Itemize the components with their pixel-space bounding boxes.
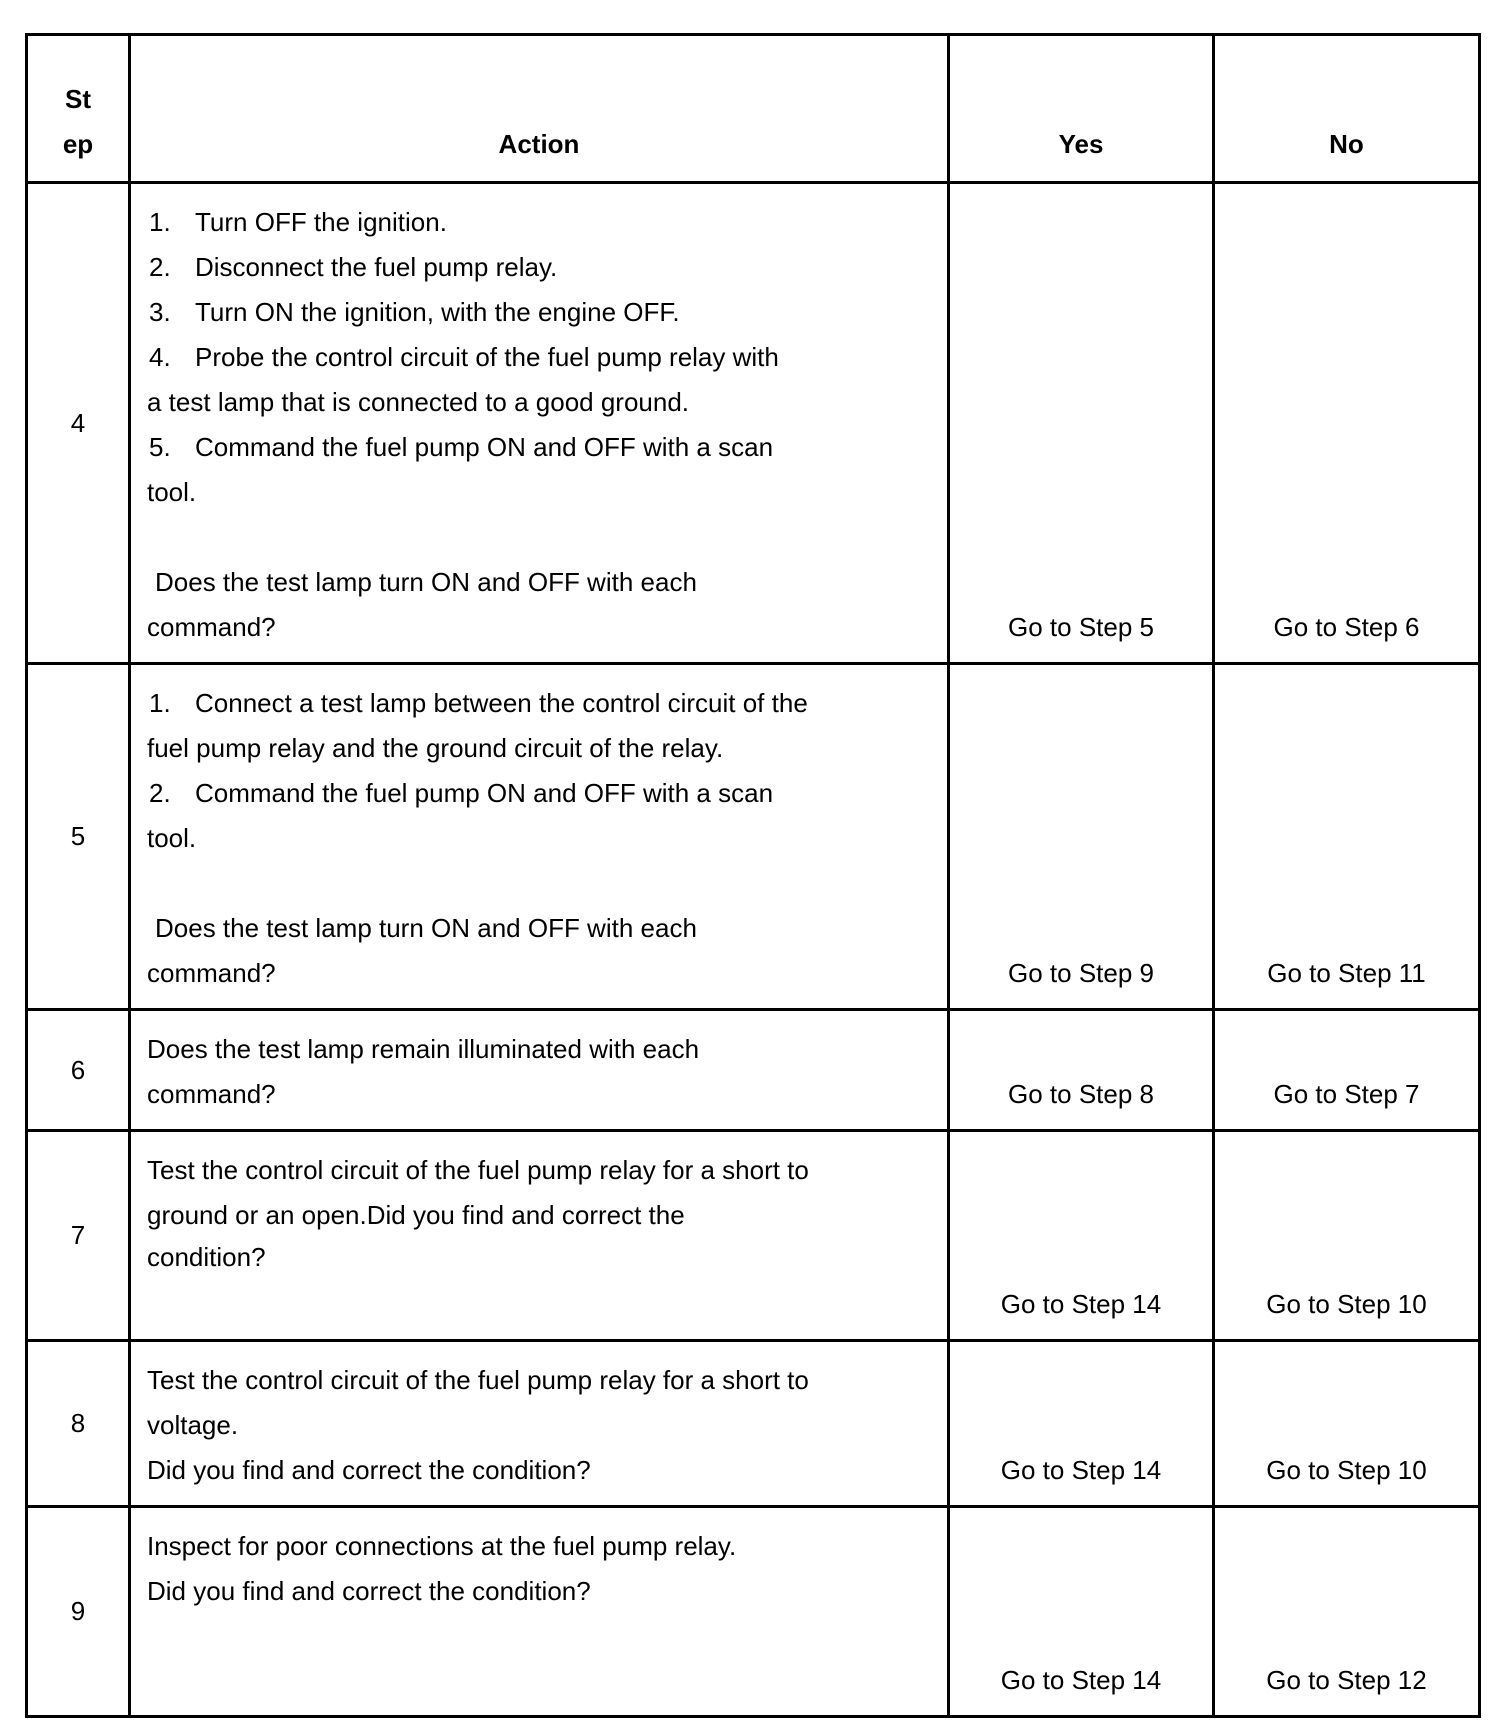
action-line: Did you find and correct the condition?: [147, 1576, 591, 1606]
action-line: Does the test lamp remain illuminated with each: [147, 1034, 700, 1064]
action-cell: [130, 664, 949, 1010]
action-cell: [130, 1131, 949, 1341]
yes-result: Go to Step 14: [949, 1131, 1214, 1341]
step-number: 7: [27, 1131, 130, 1341]
question-text: command?: [147, 958, 276, 988]
action-line: Did you find and correct the condition?: [147, 1455, 591, 1485]
list-item: 4. Probe the control circuit of the fuel pump relay with: [149, 342, 779, 372]
list-item: 3. Turn ON the ignition, with the engine OFF.: [149, 297, 680, 327]
no-result: Go to Step 6: [1214, 183, 1480, 664]
table-row: [27, 1010, 1480, 1131]
header-step-line2: ep: [62, 129, 94, 159]
header-step-line1: St: [65, 84, 91, 114]
yes-result: Go to Step 14: [949, 1341, 1214, 1507]
list-item: 5. Command the fuel pump ON and OFF with a scan: [149, 432, 774, 462]
list-item: 2. Command the fuel pump ON and OFF with a scan: [149, 778, 774, 808]
action-line: Test the control circuit of the fuel pump relay for a short to: [147, 1155, 809, 1185]
no-result: Go to Step 12: [1214, 1507, 1480, 1717]
header-action: Action: [130, 35, 949, 183]
list-item-continuation: fuel pump relay and the ground circuit of the relay.: [147, 733, 724, 763]
action-cell: [130, 1010, 949, 1131]
action-line: command?: [147, 1079, 276, 1109]
step-number: 9: [27, 1507, 130, 1717]
action-cell: [130, 183, 949, 664]
table-row: [27, 1507, 1480, 1717]
action-line: condition?: [147, 1242, 266, 1272]
yes-result: Go to Step 14: [949, 1507, 1214, 1717]
yes-result: Go to Step 5: [949, 183, 1214, 664]
header-yes: Yes: [949, 35, 1214, 183]
list-item: 2. Disconnect the fuel pump relay.: [149, 252, 558, 282]
list-item-continuation: a test lamp that is connected to a good ground.: [147, 387, 690, 417]
step-number: 5: [27, 664, 130, 1010]
list-item: 1. Connect a test lamp between the control circuit of the: [149, 688, 808, 718]
list-item: 1. Turn OFF the ignition.: [149, 207, 447, 237]
action-line: voltage.: [147, 1410, 239, 1440]
action-line: ground or an open.Did you find and correct the: [147, 1200, 685, 1230]
list-item-continuation: tool.: [147, 477, 197, 507]
step-number: 6: [27, 1010, 130, 1131]
header-no: No: [1214, 35, 1480, 183]
step-number: 8: [27, 1341, 130, 1507]
header-row: [27, 35, 1480, 183]
table-row: [27, 664, 1480, 1010]
action-line: Inspect for poor connections at the fuel pump relay.: [147, 1531, 737, 1561]
yes-result: Go to Step 9: [949, 664, 1214, 1010]
no-result: Go to Step 7: [1214, 1010, 1480, 1131]
table-row: [27, 1341, 1480, 1507]
diagnostic-table: [25, 33, 1481, 1718]
list-item-continuation: tool.: [147, 823, 197, 853]
no-result: Go to Step 10: [1214, 1131, 1480, 1341]
question-text: command?: [147, 612, 276, 642]
table-row: [27, 1131, 1480, 1341]
no-result: Go to Step 11: [1214, 664, 1480, 1010]
table-row: [27, 183, 1480, 664]
question-text: Does the test lamp turn ON and OFF with each: [155, 913, 697, 943]
step-number: 4: [27, 183, 130, 664]
action-cell: [130, 1341, 949, 1507]
yes-result: Go to Step 8: [949, 1010, 1214, 1131]
header-step: [27, 35, 130, 183]
no-result: Go to Step 10: [1214, 1341, 1480, 1507]
question-text: Does the test lamp turn ON and OFF with each: [155, 567, 697, 597]
action-line: Test the control circuit of the fuel pump relay for a short to: [147, 1365, 809, 1395]
action-cell: [130, 1507, 949, 1717]
